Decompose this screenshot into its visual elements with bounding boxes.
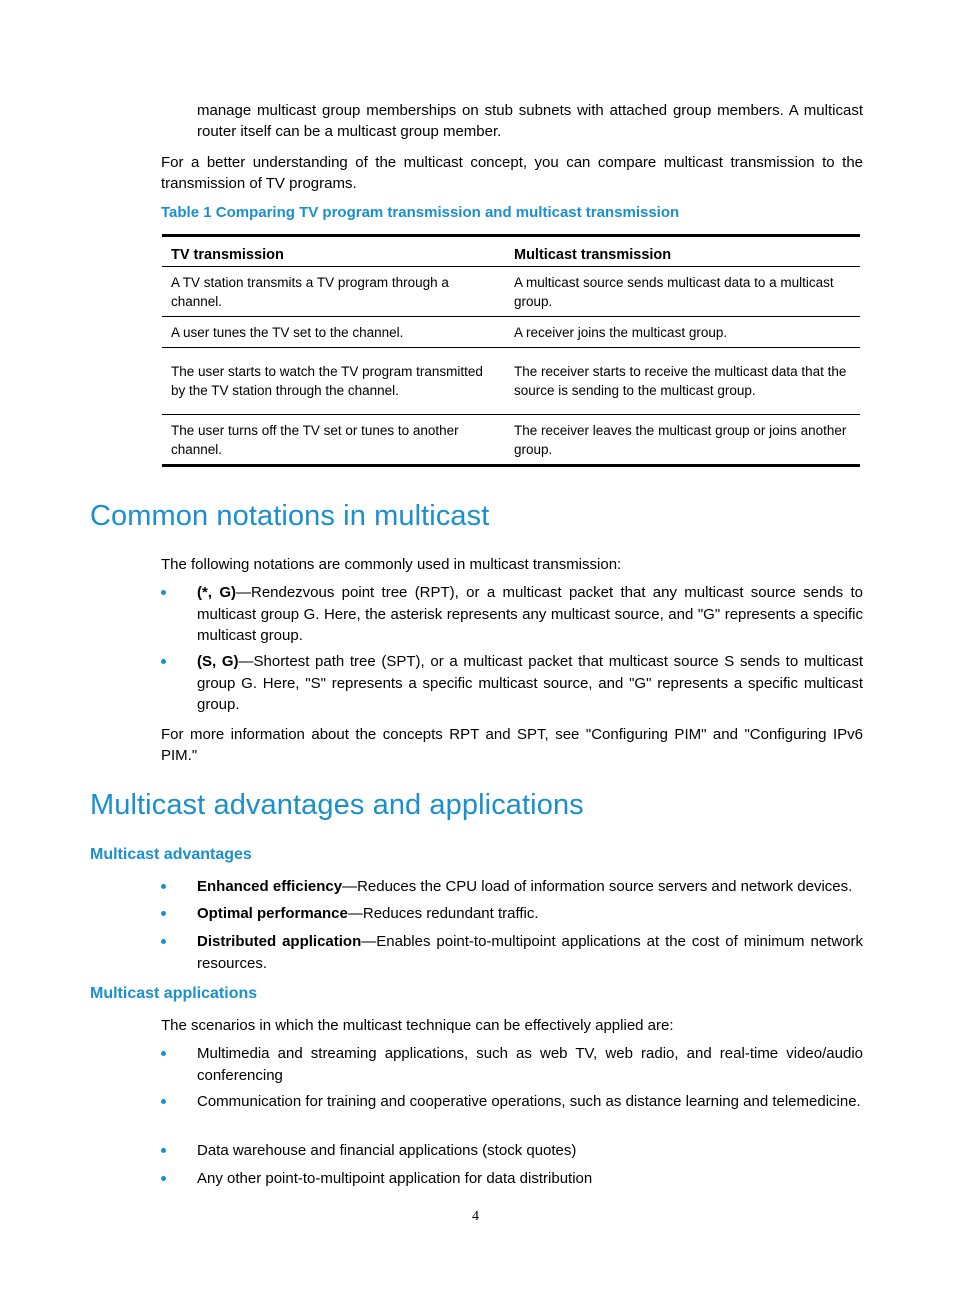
- table-row: [162, 348, 860, 415]
- bullet-icon: [161, 911, 166, 916]
- notation-desc: —Shortest path tree (SPT), or a multicast packet that multicast source S sends to multicast group G. Here, "S" represents a specific multicast source, and "G" represents a specific multicast group.: [197, 653, 864, 713]
- comparison-table: [162, 234, 860, 467]
- notations-intro: The following notations are commonly used in multicast transmission:: [161, 556, 622, 573]
- table-cell: The user turns off the TV set or tunes to another channel.: [162, 415, 505, 466]
- heading-multicast-applications: Multicast applications: [90, 985, 258, 1002]
- application-text: Multimedia and streaming applications, such as web TV, web radio, and real-time video/audio conferencing: [197, 1045, 863, 1084]
- advantage-desc: —Reduces the CPU load of information source servers and network devices.: [342, 878, 853, 895]
- list-item: [161, 876, 863, 898]
- application-text: Any other point-to-multipoint application for data distribution: [197, 1170, 593, 1187]
- table-cell: The receiver starts to receive the multicast data that the source is sending to the multicast group.: [505, 348, 860, 415]
- table-row: [162, 317, 860, 348]
- bullet-icon: [161, 590, 166, 595]
- advantage-desc: —Enables point-to-multipoint applications at the cost of minimum network resources.: [197, 933, 863, 972]
- application-text: Communication for training and cooperative operations, such as distance learning and telemedicine.: [197, 1093, 861, 1110]
- table-cell: The receiver leaves the multicast group or joins another group.: [505, 415, 860, 466]
- table-cell: A user tunes the TV set to the channel.: [162, 317, 505, 348]
- heading-multicast-advantages: Multicast advantages: [90, 846, 252, 863]
- notation-term: (*, G): [197, 584, 236, 601]
- bullet-icon: [161, 659, 166, 664]
- advantage-desc: —Reduces redundant traffic.: [347, 905, 539, 922]
- list-item: [161, 1168, 863, 1190]
- notation-desc: —Rendezvous point tree (RPT), or a multicast packet that any multicast source sends to multicast group G. Here, the asterisk represents any multicast source, and "G" represents a specific multicast group.: [197, 584, 863, 644]
- table-header-multicast: Multicast transmission: [505, 236, 860, 267]
- table-cell: The user starts to watch the TV program transmitted by the TV station through the channel.: [162, 348, 505, 415]
- bullet-icon: [161, 1099, 166, 1104]
- list-item: [161, 1140, 863, 1162]
- applications-intro: The scenarios in which the multicast technique can be effectively applied are:: [161, 1017, 674, 1034]
- list-item: [161, 931, 863, 974]
- bullet-icon: [161, 1051, 166, 1056]
- table-row: [162, 267, 860, 317]
- notation-term: (S, G): [197, 653, 239, 670]
- table-header-tv: TV transmission: [162, 236, 505, 267]
- list-item: [161, 651, 863, 716]
- bullet-icon: [161, 1148, 166, 1153]
- page-number: 4: [472, 1209, 479, 1224]
- table-row: [162, 415, 860, 466]
- table-cell: A receiver joins the multicast group.: [505, 317, 860, 348]
- table-cell: A multicast source sends multicast data to a multicast group.: [505, 267, 860, 317]
- intro-tv-compare: For a better understanding of the multicast concept, you can compare multicast transmission to the transmission of TV programs.: [161, 154, 863, 192]
- list-item: [161, 903, 863, 925]
- bullet-icon: [161, 884, 166, 889]
- table-caption: Table 1 Comparing TV program transmission and multicast transmission: [161, 204, 680, 221]
- intro-continuation: manage multicast group memberships on stub subnets with attached group members. A multicast router itself can be a multicast group member.: [197, 102, 863, 140]
- table-header-row: [162, 236, 860, 267]
- notations-more-info: For more information about the concepts RPT and SPT, see "Configuring PIM" and "Configuring IPv6 PIM.": [161, 726, 863, 764]
- application-text: Data warehouse and financial applications (stock quotes): [197, 1142, 577, 1159]
- bullet-icon: [161, 939, 166, 944]
- heading-advantages-applications: Multicast advantages and applications: [90, 789, 584, 821]
- bullet-icon: [161, 1176, 166, 1181]
- advantage-term: Distributed application: [197, 933, 362, 950]
- advantage-term: Enhanced efficiency: [197, 878, 343, 895]
- heading-common-notations: Common notations in multicast: [90, 500, 490, 532]
- list-item: [161, 582, 863, 647]
- list-item: [161, 1091, 863, 1113]
- advantage-term: Optimal performance: [197, 905, 348, 922]
- list-item: [161, 1043, 863, 1086]
- table-cell: A TV station transmits a TV program through a channel.: [162, 267, 505, 317]
